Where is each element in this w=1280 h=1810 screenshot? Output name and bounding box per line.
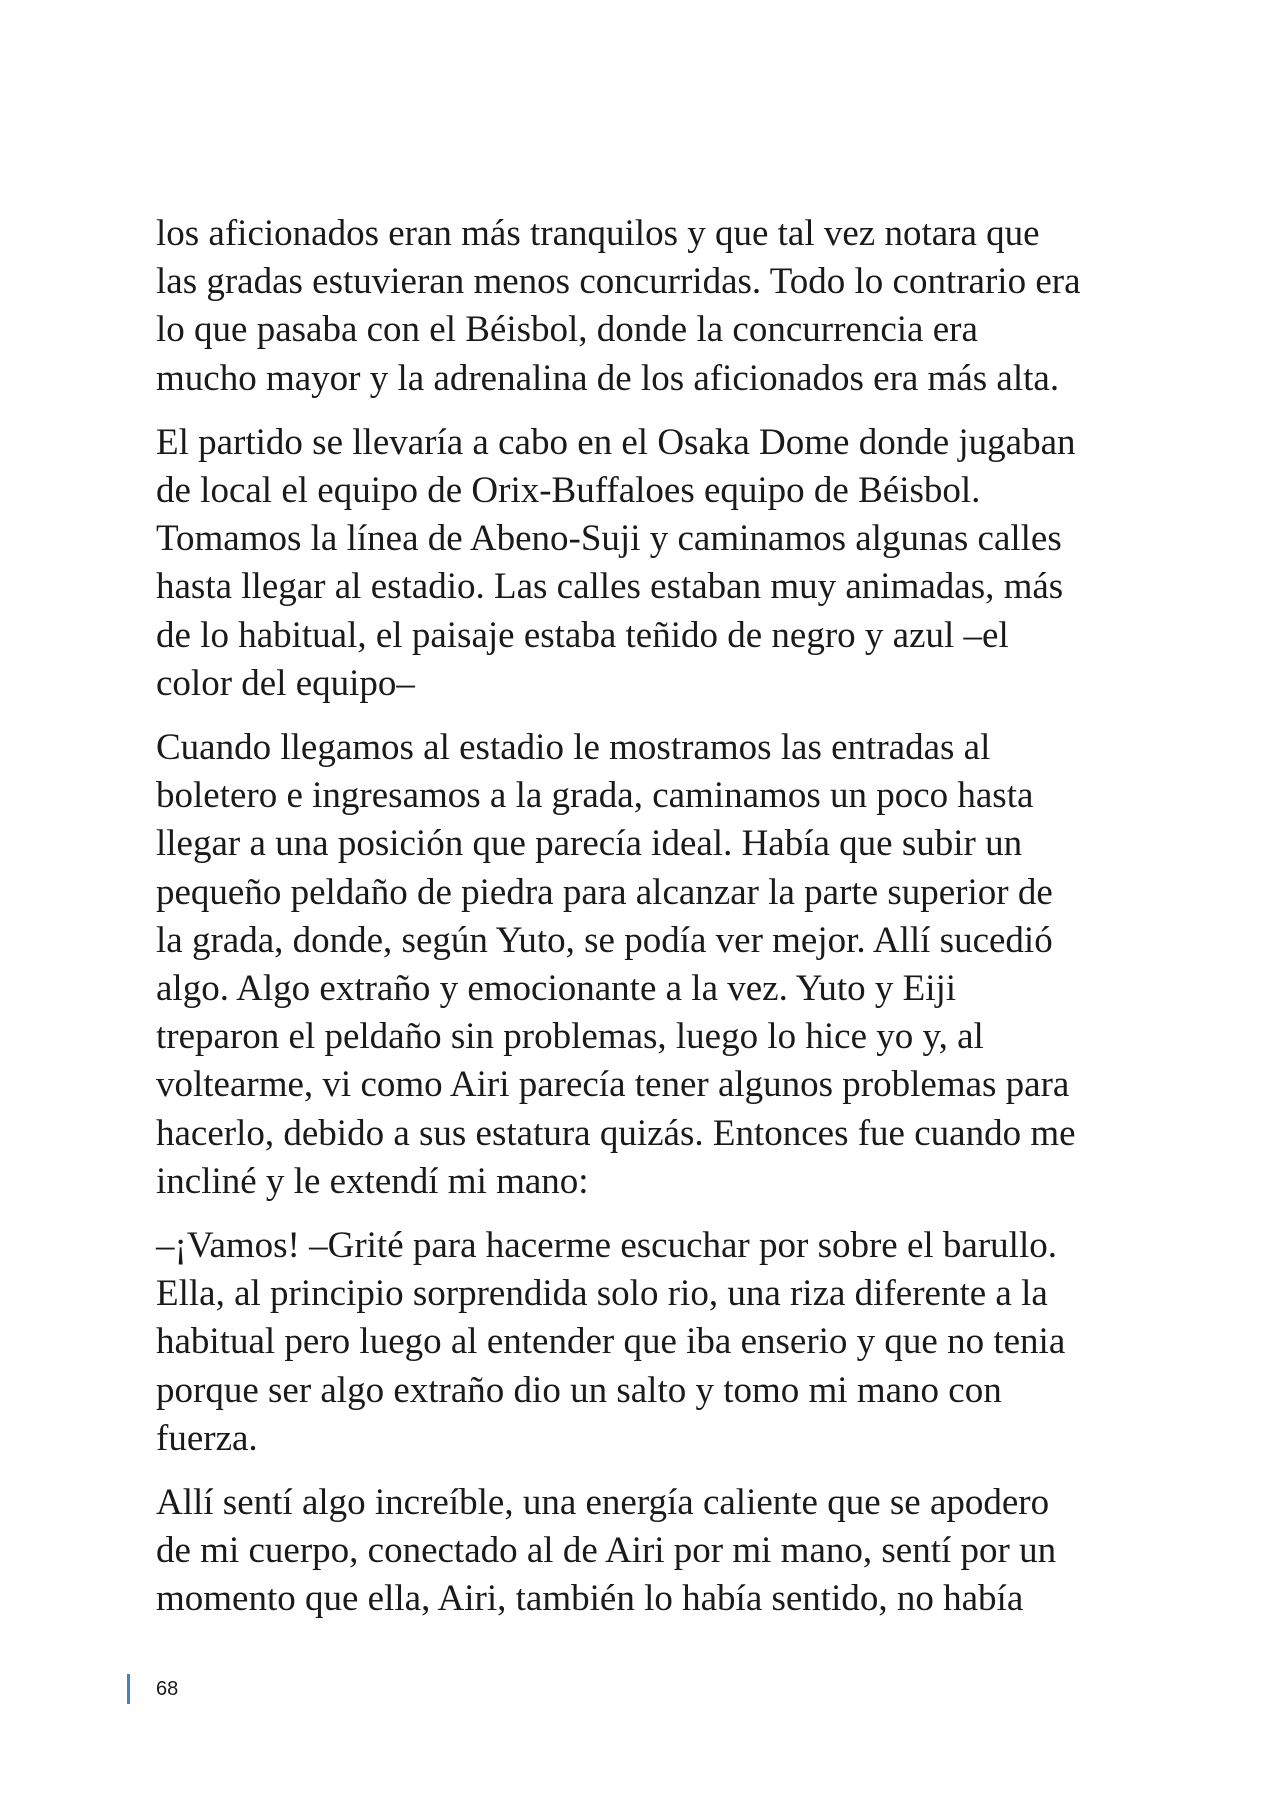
text-line: color del equipo– <box>156 662 415 704</box>
paragraph-4 <box>156 1222 1136 1463</box>
text-line: lo que pasaba con el Béisbol, donde la concurrencia era <box>156 309 978 351</box>
text-line: El partido se llevaría a cabo en el Osaka Dome donde jugaban <box>156 421 1076 463</box>
text-line: de mi cuerpo, conectado al de Airi por mi mano, sentí por un <box>156 1530 1057 1572</box>
text-line: Ella, al principio sorprendida solo rio, una riza diferente a la <box>156 1273 1048 1315</box>
page-number: 68 <box>156 1677 179 1700</box>
text-line: llegar a una posición que parecía ideal. Había que subir un <box>156 823 1023 865</box>
text-line: incliné y le extendí mi mano: <box>156 1160 589 1202</box>
paragraph-5 <box>156 1479 1136 1624</box>
text-line: boletero e ingresamos a la grada, caminamos un poco hasta <box>156 775 1034 817</box>
text-line: pequeño peldaño de piedra para alcanzar la parte superior de <box>156 871 1053 913</box>
footer-accent-bar <box>127 1674 130 1704</box>
page-footer <box>127 1674 178 1704</box>
paragraph-3 <box>156 724 1136 1206</box>
text-line: la grada, donde, según Yuto, se podía ver mejor. Allí sucedió <box>156 919 1053 961</box>
text-line: –¡Vamos! –Grité para hacerme escuchar por sobre el barullo. <box>156 1225 1057 1267</box>
text-line: hasta llegar al estadio. Las calles estaban muy animadas, más <box>156 566 1064 608</box>
text-line: habitual pero luego al entender que iba enserio y que no tenia <box>156 1321 1066 1363</box>
text-line: voltearme, vi como Airi parecía tener algunos problemas para <box>156 1064 1070 1106</box>
paragraph-2 <box>156 419 1136 708</box>
text-line: algo. Algo extraño y emocionante a la vez. Yuto y Eiji <box>156 968 957 1010</box>
text-line: treparon el peldaño sin problemas, luego lo hice yo y, al <box>156 1016 984 1058</box>
text-line: hacerlo, debido a sus estatura quizás. Entonces fue cuando me <box>156 1112 1076 1154</box>
text-line: las gradas estuvieran menos concurridas. Todo lo contrario era <box>156 261 1081 303</box>
text-line: Cuando llegamos al estadio le mostramos las entradas al <box>156 727 991 769</box>
page-body-text <box>156 210 1136 1640</box>
text-line: Tomamos la línea de Abeno-Suji y caminamos algunas calles <box>156 518 1062 560</box>
text-line: de local el equipo de Orix-Buffaloes equipo de Béisbol. <box>156 470 981 512</box>
text-line: mucho mayor y la adrenalina de los aficionados era más alta. <box>156 357 1060 399</box>
text-line: de lo habitual, el paisaje estaba teñido de negro y azul –el <box>156 614 1009 656</box>
paragraph-1 <box>156 210 1136 403</box>
text-line: fuerza. <box>156 1417 258 1459</box>
text-line: porque ser algo extraño dio un salto y tomo mi mano con <box>156 1369 1002 1411</box>
text-line: los aficionados eran más tranquilos y que tal vez notara que <box>156 213 1040 254</box>
text-line: Allí sentí algo increíble, una energía caliente que se apodero <box>156 1482 1050 1524</box>
text-line: momento que ella, Airi, también lo había sentido, no había <box>156 1578 1024 1620</box>
